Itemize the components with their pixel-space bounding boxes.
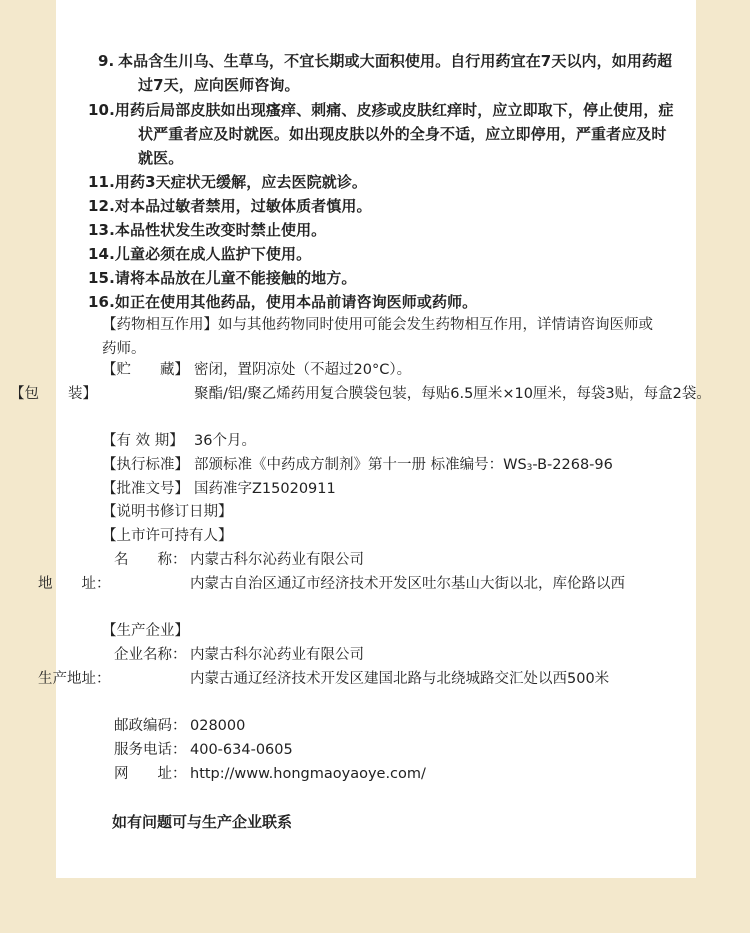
section-text-tail: -B-2268-96 <box>532 457 613 473</box>
section-label: 【说明书修订日期】 <box>102 504 233 520</box>
warning-item-9: 9. 本品含生川乌、生草乌，不宜长期或大面积使用。自行用药宜在7天以内，如用药超过7天，应向医师咨询。 <box>98 52 673 94</box>
warning-text: 用药后局部皮肤如出现瘙痒、刺痛、皮疹或皮肤红痒时，应立即取下，停止使用，症状严重者应及时就医。如出现皮肤以外的全身不适，应立即停用，严重者应及时就医。 <box>114 101 674 167</box>
warning-text: 本品性状发生改变时禁止使用。 <box>114 221 327 239</box>
field-label: 网 址： <box>114 766 187 782</box>
warning-text: 请将本品放在儿童不能接触的地方。 <box>114 269 357 287</box>
warning-item-11 <box>88 170 678 194</box>
warning-item-12 <box>88 194 678 218</box>
warning-number: 13. <box>88 221 115 239</box>
holder-name-row <box>114 549 662 573</box>
field-label: 服务电话： <box>114 742 187 758</box>
subscript-text: 3 <box>526 463 533 473</box>
website-link[interactable]: http://www.hongmaoyaoye.com/ <box>190 766 426 782</box>
warning-text: 用药3天症状无缓解，应去医院就诊。 <box>114 173 368 191</box>
standard-section <box>102 454 662 481</box>
warning-item-13 <box>88 218 678 242</box>
warning-text: 儿童必须在成人监护下使用。 <box>114 245 312 263</box>
section-text: 部颁标准《中药成方制剂》第十一册 标准编号：WS <box>194 457 527 473</box>
manufacturer-name-row <box>114 644 662 668</box>
section-label: 【执行标准】 <box>102 457 189 473</box>
warning-number: 11. <box>88 173 115 191</box>
manufacturer-zip-row <box>114 715 662 739</box>
warning-item-16 <box>88 290 678 314</box>
warning-text: 对本品过敏者禁用，过敏体质者慎用。 <box>114 197 372 215</box>
manufacturer-address-row <box>38 668 738 692</box>
field-label: 名 称： <box>114 552 187 568</box>
warning-item-14 <box>88 242 678 266</box>
section-label: 【批准文号】 <box>102 481 189 497</box>
field-value: 内蒙古通辽经济技术开发区建国北路与北绕城路交汇处以西500米 <box>190 671 610 687</box>
field-value: 内蒙古科尔沁药业有限公司 <box>190 647 364 663</box>
warning-number: 12. <box>88 197 115 215</box>
validity-section <box>102 430 662 454</box>
warning-item-10 <box>88 98 678 170</box>
section-text: 密闭，置阴凉处（不超过20°C）。 <box>194 362 412 378</box>
storage-section <box>102 359 662 383</box>
manufacturer-heading <box>102 620 662 644</box>
section-label: 【上市许可持有人】 <box>102 528 233 544</box>
field-label: 邮政编码： <box>114 718 187 734</box>
warning-text: 本品含生川乌、生草乌，不宜长期或大面积使用。自行用药宜在7天以内，如用药超过7天，应向医师咨询。 <box>118 52 673 94</box>
field-value: 028000 <box>190 718 246 734</box>
revision-section <box>102 501 662 525</box>
leaflet-page <box>10 0 711 878</box>
section-text: 如与其他药物同时使用可能会发生药物相互作用，详情请咨询医师或药师。 <box>102 317 653 357</box>
contact-note: 如有问题可与生产企业联系 <box>112 813 293 831</box>
section-label: 【生产企业】 <box>102 623 189 639</box>
field-value: 内蒙古自治区通辽市经济技术开发区吐尔基山大街以北，库伦路以西 <box>190 576 625 592</box>
package-section <box>10 383 750 407</box>
holder-heading <box>102 525 662 549</box>
warning-number: 10. <box>88 101 115 119</box>
section-label: 【有 效 期】 <box>102 433 184 449</box>
warning-number: 14. <box>88 245 115 263</box>
manufacturer-phone-row <box>114 739 662 763</box>
section-label: 【贮 藏】 <box>102 362 189 378</box>
field-label: 地 址： <box>38 576 111 592</box>
section-label: 【药物相互作用】 <box>102 317 218 333</box>
approval-section <box>102 478 662 502</box>
section-label: 【包 装】 <box>10 386 97 402</box>
field-value: 400-634-0605 <box>190 742 293 758</box>
field-label: 企业名称： <box>114 647 187 663</box>
warning-item-15 <box>88 266 678 290</box>
holder-address-row <box>38 573 738 597</box>
warning-number: 15. <box>88 269 115 287</box>
section-text: 36个月。 <box>194 433 256 449</box>
field-value: 内蒙古科尔沁药业有限公司 <box>190 552 364 568</box>
section-text: 聚酯/铝/聚乙烯药用复合膜袋包装，每贴6.5厘米×10厘米，每袋3贴，每盒2袋。 <box>194 386 711 402</box>
section-text: 国药准字Z15020911 <box>194 481 336 497</box>
warning-number: 16. <box>88 293 115 311</box>
field-label: 生产地址： <box>38 671 111 687</box>
warning-text: 如正在使用其他药品，使用本品前请咨询医师或药师。 <box>114 293 478 311</box>
interaction-section <box>102 314 662 361</box>
manufacturer-website-row <box>114 763 662 787</box>
